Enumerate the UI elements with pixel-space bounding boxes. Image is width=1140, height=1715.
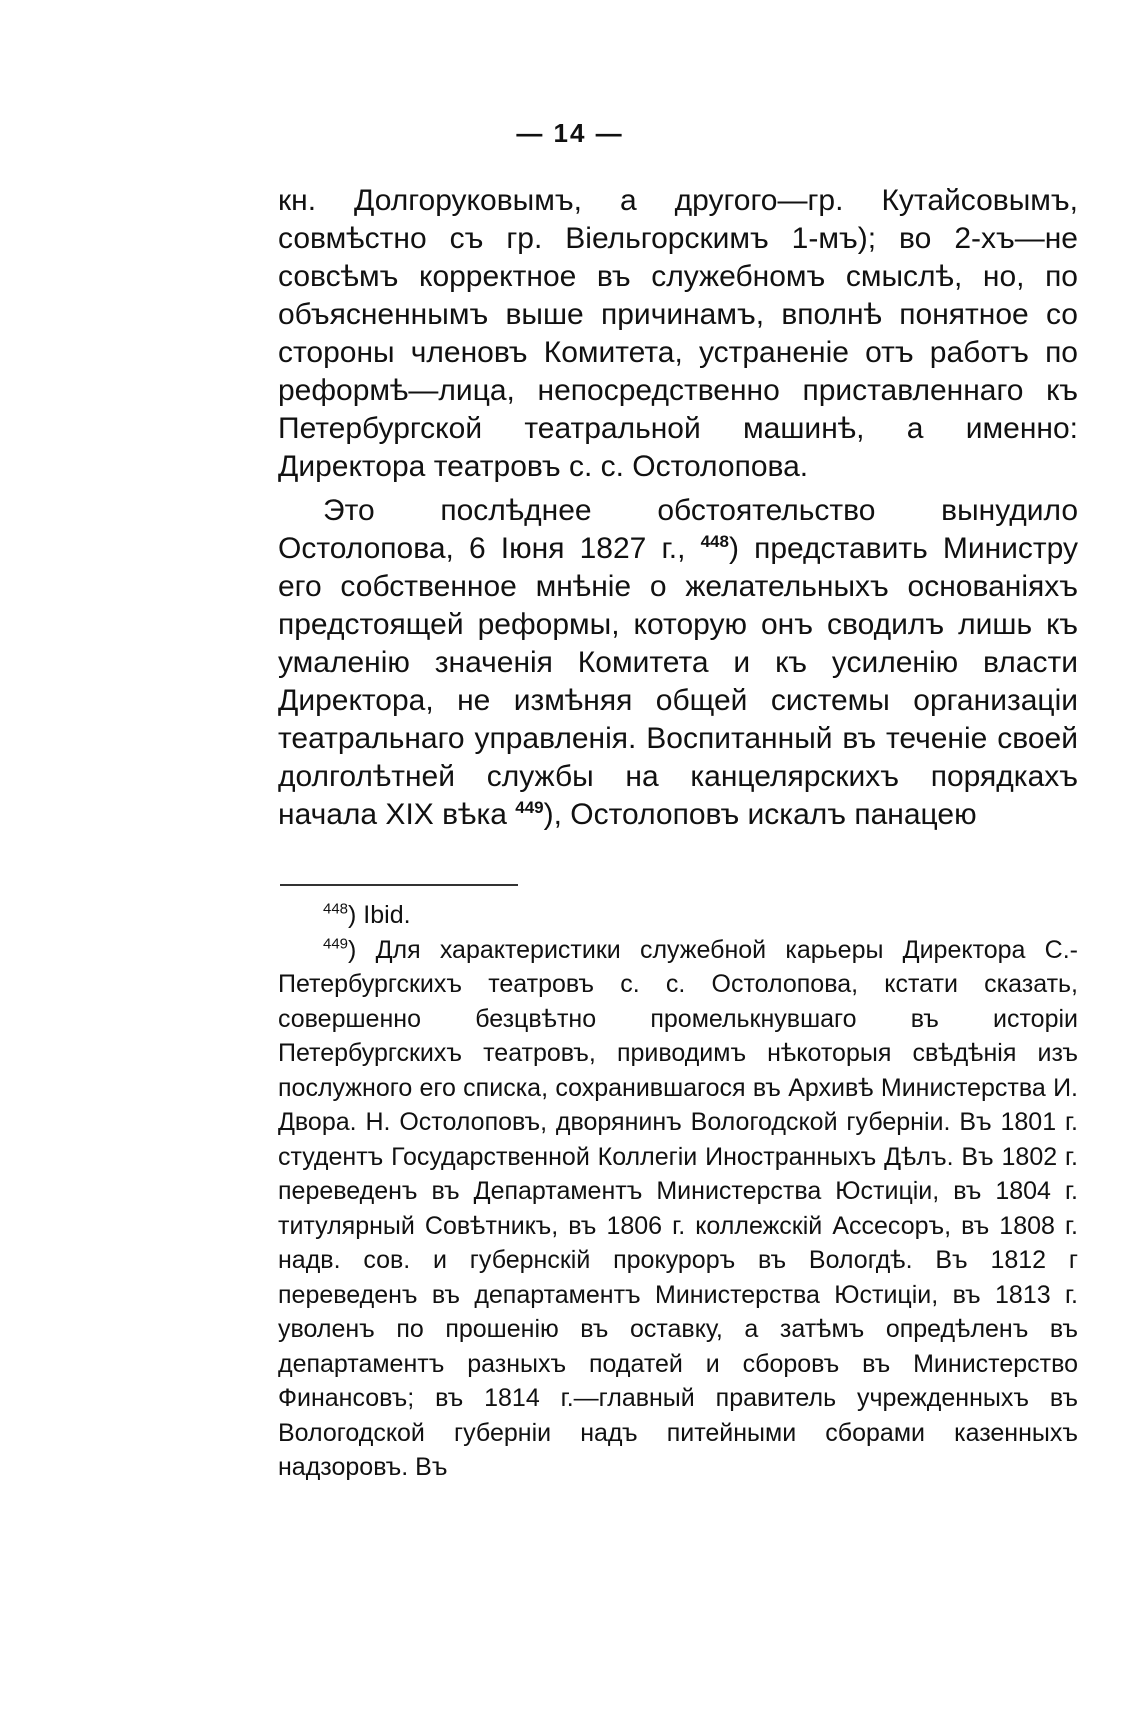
footnote-449: [278, 933, 1078, 1485]
footnote-448: [278, 898, 1078, 933]
footnote-ref-448[interactable]: 448: [700, 532, 729, 551]
footnote-text: ) Ibid.: [348, 901, 411, 929]
footnote-text: ) Для характеристики служебной карьеры Директора С.-Петербургскихъ театровъ с. с. Остолопова, кстати сказать, совершенно безцвѣтно промелькнувшаго въ исторіи Петербургскихъ театровъ, приводимъ нѣкоторыя свѣдѣнія изъ послужного его списка, сохранившагося въ Архивѣ Министерства И. Двора. Н. Остолоповъ, дворянинъ Вологодской губерніи. Въ 1801 г. студентъ Государственной Коллегіи Иностранныхъ Дѣлъ. Въ 1802 г. переведенъ въ Департаментъ Министерства Юстиціи, въ 1804 г. титулярный Совѣтникъ, въ 1806 г. коллежскій Ассесоръ, въ 1808 г. надв. сов. и губернскій прокуроръ въ Вологдѣ. Въ 1812 г переведенъ въ департаментъ Министерства Юстиціи, въ 1813 г. уволенъ по прошенію въ оставку, а затѣмъ опредѣленъ въ департаментъ разныхъ податей и сборовъ въ Министерство Финансовъ; въ 1814 г.—главный правитель учрежденныхъ въ Вологодской губерніи надъ питейными сборами казенныхъ надзоровъ. Въ: [278, 935, 1078, 1481]
paragraph-text: ) представить Министру его собственное мнѣніе о желательныхъ основаніяхъ предстоящей реформы, которую онъ сводилъ лишь къ умаленію значенія Комитета и къ усиленію власти Директора, не измѣняя общей системы организаціи театральнаго управленія. Воспитанный въ теченіе своей долголѣтней службы на канцелярскихъ порядкахъ начала XIX вѣка: [278, 532, 1079, 831]
footnotes: [278, 898, 1078, 1485]
footnote-mark: 448: [323, 900, 349, 918]
footnote-mark: 449: [323, 935, 349, 953]
paragraph-text: Это послѣднее обстоятельство вынудило Остолопова, 6 Іюня 1827 г.,: [278, 494, 1078, 565]
paragraph-ostolopov: [278, 492, 1078, 834]
page-number: — 14 —: [516, 118, 624, 148]
footnote-divider: [280, 884, 518, 886]
main-text: [278, 182, 1078, 834]
paragraph-text: ), Остолоповъ искалъ панацею: [543, 798, 977, 831]
paragraph-continuation: кн. Долгоруковымъ, а другого—гр. Кутайсовымъ, совмѣстно съ гр. Віельгорскимъ 1-мъ); во 2-хъ—не совсѣмъ корректное въ служебномъ смыслѣ, но, по объясненнымъ выше причинамъ, вполнѣ понятное со стороны членовъ Комитета, устраненіе отъ работъ по реформѣ—лица, непосредственно приставленнаго къ Петербургской театральной машинѣ, а именно: Директора театровъ с. с. Остолопова.: [278, 184, 1078, 483]
footnote-ref-449[interactable]: 449: [515, 798, 544, 817]
